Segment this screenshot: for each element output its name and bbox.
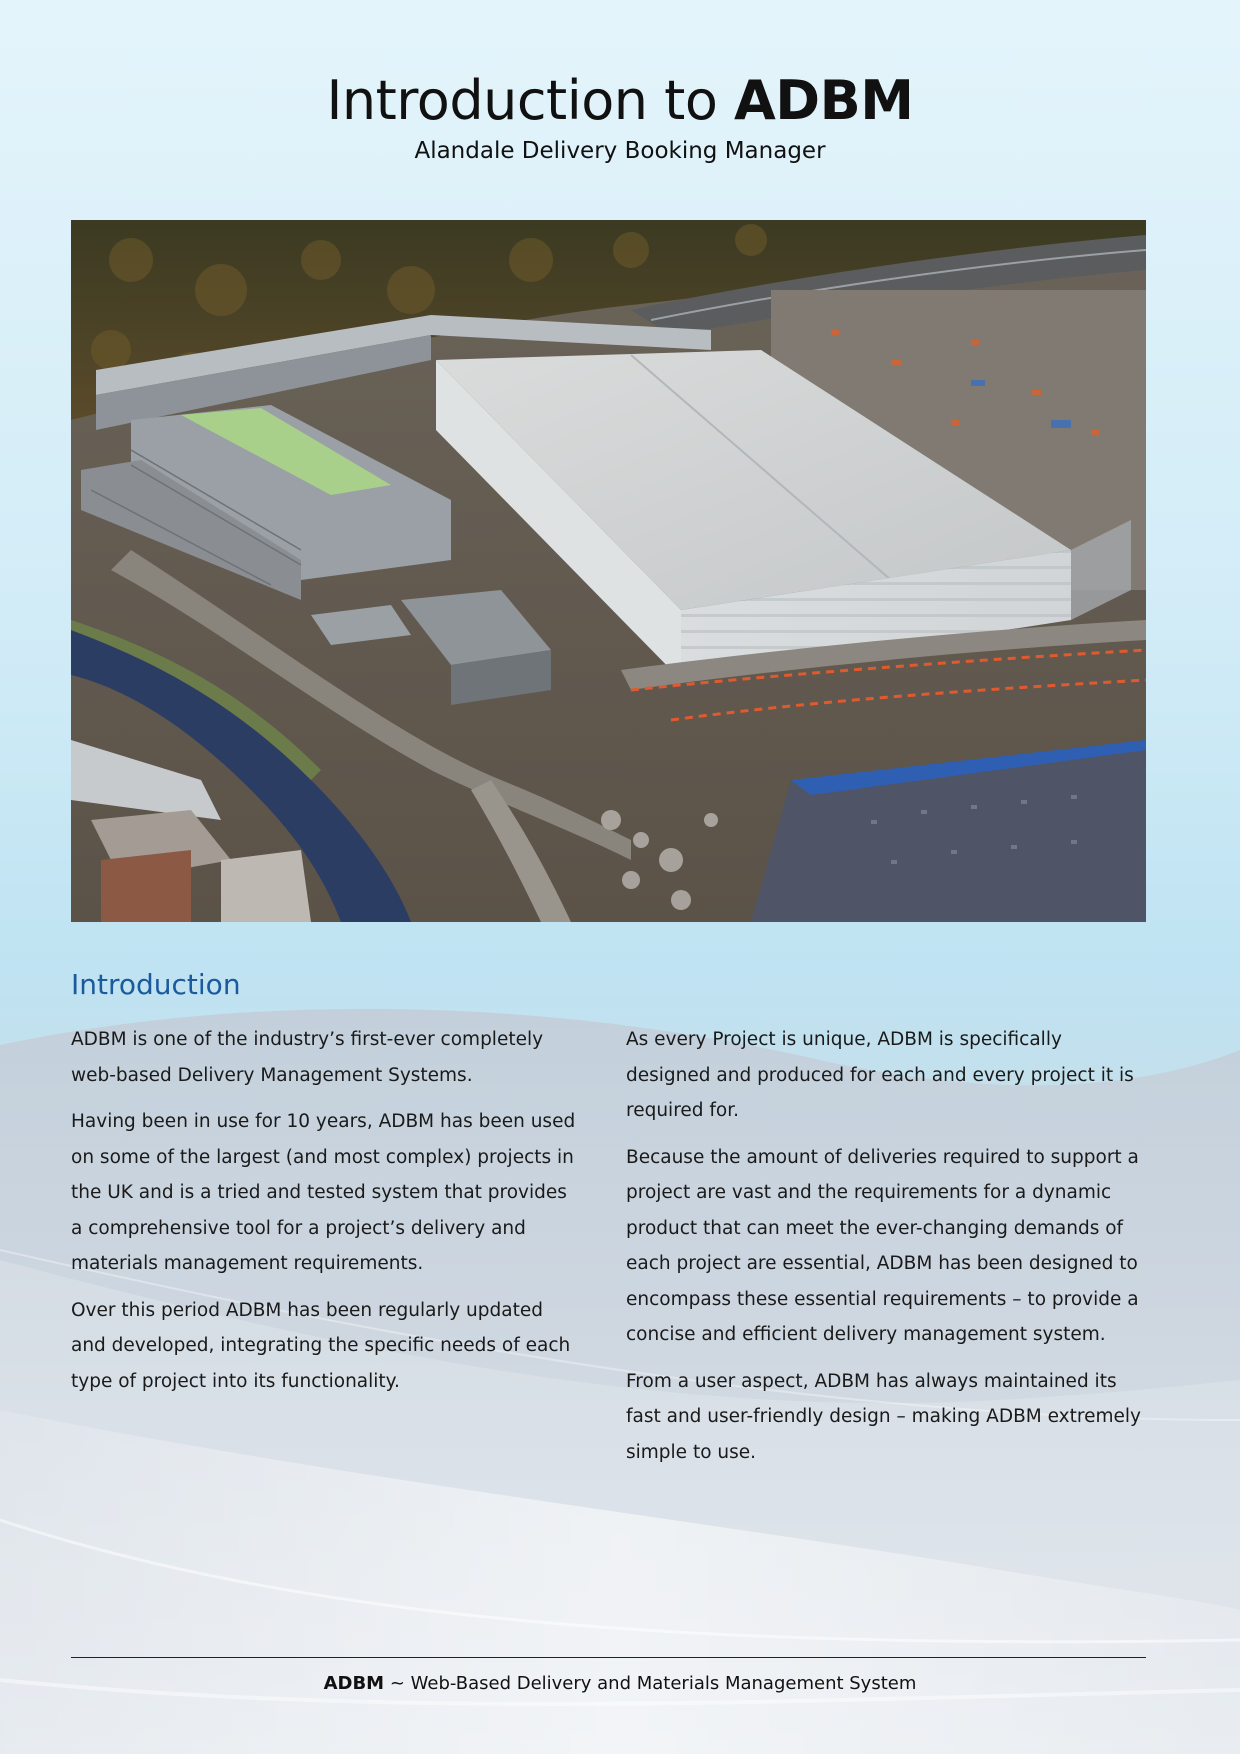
title-brand: ADBM <box>734 69 914 132</box>
footer <box>0 1673 1240 1694</box>
footer-separator: ~ <box>384 1673 411 1694</box>
footer-brand: ADBM <box>323 1673 385 1694</box>
aerial-construction-site-photo <box>71 220 1146 922</box>
paragraph: Having been in use for 10 years, ADBM has been used on some of the largest (and most complex) projects in the UK and is a tried and tested system that provides a comprehensive tool for a project’s delivery and materials management requirements. <box>71 1111 576 1274</box>
page-title <box>0 68 1240 134</box>
title-prefix: Introduction to <box>326 69 735 132</box>
footer-divider <box>71 1657 1146 1658</box>
paragraph: Over this period ADBM has been regularly updated and developed, integrating the specific needs of each type of project into its functionality. <box>71 1299 571 1392</box>
paragraph: Because the amount of deliveries required to support a project are vast and the requirements for a dynamic product that can meet the ever-changing demands of each project are essential, ADBM has been designed to encompass these essential requirements – to provide a concise and efficient delivery management system. <box>626 1146 1139 1345</box>
right-column <box>626 1022 1146 1481</box>
page-subtitle: Alandale Delivery Booking Manager <box>414 138 826 164</box>
paragraph: ADBM is one of the industry’s first-ever completely web-based Delivery Management Systems. <box>71 1029 544 1086</box>
introduction-heading: Introduction <box>71 968 241 1001</box>
paragraph: From a user aspect, ADBM has always maintained its fast and user-friendly design – making ADBM extremely simple to use. <box>626 1370 1141 1463</box>
footer-tagline: Web-Based Delivery and Materials Management System <box>410 1673 917 1694</box>
left-column <box>71 1022 581 1410</box>
header <box>0 68 1240 166</box>
paragraph: As every Project is unique, ADBM is specifically designed and produced for each and every project it is required for. <box>626 1029 1134 1121</box>
